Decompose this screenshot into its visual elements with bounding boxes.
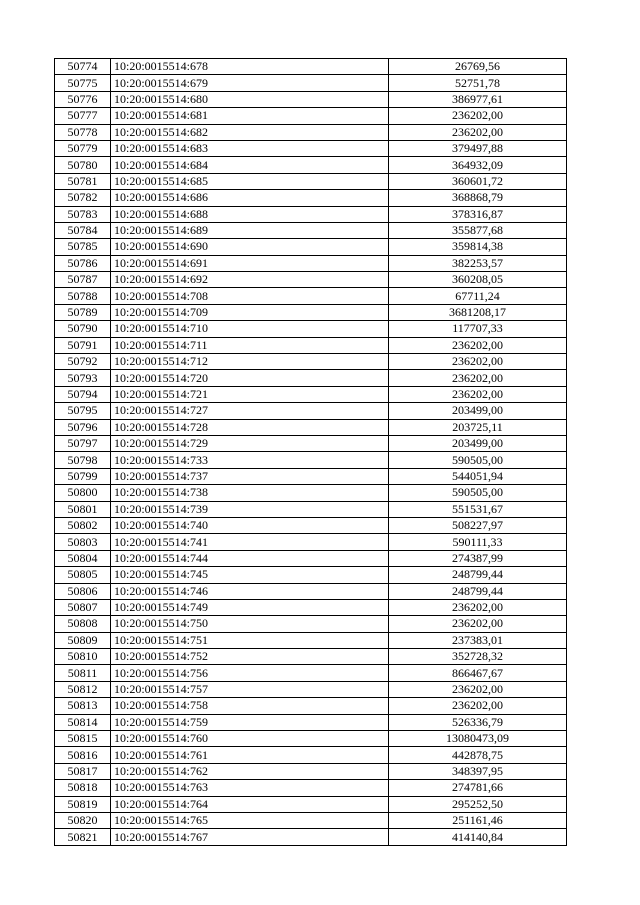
- row-number-cell: 50807: [55, 599, 111, 615]
- value-cell: 866467,67: [389, 665, 567, 681]
- row-number-cell: 50775: [55, 75, 111, 91]
- row-number-cell: 50783: [55, 206, 111, 222]
- table-row: [55, 75, 567, 91]
- cadastral-number-cell: 10:20:0015514:741: [111, 534, 389, 550]
- table-row: [55, 206, 567, 222]
- table-row: [55, 222, 567, 238]
- table-row: [55, 124, 567, 140]
- cadastral-number-cell: 10:20:0015514:679: [111, 75, 389, 91]
- cadastral-number-cell: 10:20:0015514:764: [111, 796, 389, 812]
- value-cell: 203499,00: [389, 435, 567, 451]
- cadastral-number-cell: 10:20:0015514:710: [111, 321, 389, 337]
- row-number-cell: 50795: [55, 403, 111, 419]
- table-row: [55, 59, 567, 75]
- cadastral-number-cell: 10:20:0015514:727: [111, 403, 389, 419]
- table-row: [55, 304, 567, 320]
- table-row: [55, 517, 567, 533]
- value-cell: 359814,38: [389, 239, 567, 255]
- table-row: [55, 157, 567, 173]
- row-number-cell: 50811: [55, 665, 111, 681]
- row-number-cell: 50781: [55, 173, 111, 189]
- value-cell: 274387,99: [389, 550, 567, 566]
- row-number-cell: 50805: [55, 567, 111, 583]
- row-number-cell: 50790: [55, 321, 111, 337]
- value-cell: 360208,05: [389, 272, 567, 288]
- row-number-cell: 50778: [55, 124, 111, 140]
- cadastral-number-cell: 10:20:0015514:733: [111, 452, 389, 468]
- value-cell: 236202,00: [389, 386, 567, 402]
- table-row: [55, 288, 567, 304]
- row-number-cell: 50821: [55, 829, 111, 845]
- cadastral-number-cell: 10:20:0015514:708: [111, 288, 389, 304]
- table-row: [55, 435, 567, 451]
- cadastral-number-cell: 10:20:0015514:728: [111, 419, 389, 435]
- cadastral-number-cell: 10:20:0015514:744: [111, 550, 389, 566]
- value-cell: 295252,50: [389, 796, 567, 812]
- row-number-cell: 50803: [55, 534, 111, 550]
- row-number-cell: 50780: [55, 157, 111, 173]
- cadastral-number-cell: 10:20:0015514:746: [111, 583, 389, 599]
- row-number-cell: 50816: [55, 747, 111, 763]
- cadastral-number-cell: 10:20:0015514:709: [111, 304, 389, 320]
- value-cell: 52751,78: [389, 75, 567, 91]
- value-cell: 352728,32: [389, 649, 567, 665]
- table-row: [55, 140, 567, 156]
- cadastral-number-cell: 10:20:0015514:683: [111, 140, 389, 156]
- table-row: [55, 632, 567, 648]
- cadastral-number-cell: 10:20:0015514:729: [111, 435, 389, 451]
- value-cell: 544051,94: [389, 468, 567, 484]
- cadastral-number-cell: 10:20:0015514:691: [111, 255, 389, 271]
- value-cell: 251161,46: [389, 812, 567, 828]
- table-row: [55, 190, 567, 206]
- value-cell: 203725,11: [389, 419, 567, 435]
- cadastral-number-cell: 10:20:0015514:720: [111, 370, 389, 386]
- value-cell: 355877,68: [389, 222, 567, 238]
- table-row: [55, 567, 567, 583]
- table-row: [55, 731, 567, 747]
- table-row: [55, 403, 567, 419]
- value-cell: 117707,33: [389, 321, 567, 337]
- row-number-cell: 50801: [55, 501, 111, 517]
- row-number-cell: 50798: [55, 452, 111, 468]
- cadastral-number-cell: 10:20:0015514:692: [111, 272, 389, 288]
- row-number-cell: 50789: [55, 304, 111, 320]
- row-number-cell: 50806: [55, 583, 111, 599]
- value-cell: 236202,00: [389, 124, 567, 140]
- cadastral-number-cell: 10:20:0015514:680: [111, 91, 389, 107]
- cadastral-number-cell: 10:20:0015514:763: [111, 780, 389, 796]
- row-number-cell: 50819: [55, 796, 111, 812]
- cadastral-number-cell: 10:20:0015514:749: [111, 599, 389, 615]
- value-cell: 590505,00: [389, 452, 567, 468]
- table-row: [55, 370, 567, 386]
- table-row: [55, 681, 567, 697]
- row-number-cell: 50782: [55, 190, 111, 206]
- row-number-cell: 50786: [55, 255, 111, 271]
- table-row: [55, 780, 567, 796]
- table-row: [55, 616, 567, 632]
- row-number-cell: 50792: [55, 354, 111, 370]
- cadastral-number-cell: 10:20:0015514:740: [111, 517, 389, 533]
- table-row: [55, 714, 567, 730]
- value-cell: 379497,88: [389, 140, 567, 156]
- table-row: [55, 501, 567, 517]
- value-cell: 442878,75: [389, 747, 567, 763]
- table-row: [55, 337, 567, 353]
- table-row: [55, 419, 567, 435]
- row-number-cell: 50817: [55, 763, 111, 779]
- cadastral-number-cell: 10:20:0015514:765: [111, 812, 389, 828]
- table-row: [55, 649, 567, 665]
- row-number-cell: 50820: [55, 812, 111, 828]
- cadastral-number-cell: 10:20:0015514:738: [111, 485, 389, 501]
- cadastral-number-cell: 10:20:0015514:721: [111, 386, 389, 402]
- value-cell: 368868,79: [389, 190, 567, 206]
- row-number-cell: 50802: [55, 517, 111, 533]
- row-number-cell: 50776: [55, 91, 111, 107]
- cadastral-number-cell: 10:20:0015514:711: [111, 337, 389, 353]
- cadastral-number-cell: 10:20:0015514:737: [111, 468, 389, 484]
- table-row: [55, 599, 567, 615]
- table-row: [55, 550, 567, 566]
- table-row: [55, 354, 567, 370]
- value-cell: 236202,00: [389, 616, 567, 632]
- row-number-cell: 50810: [55, 649, 111, 665]
- cadastral-number-cell: 10:20:0015514:685: [111, 173, 389, 189]
- cadastral-number-cell: 10:20:0015514:689: [111, 222, 389, 238]
- value-cell: 551531,67: [389, 501, 567, 517]
- row-number-cell: 50818: [55, 780, 111, 796]
- table-row: [55, 534, 567, 550]
- cadastral-number-cell: 10:20:0015514:761: [111, 747, 389, 763]
- cadastral-number-cell: 10:20:0015514:752: [111, 649, 389, 665]
- row-number-cell: 50800: [55, 485, 111, 501]
- cadastral-value-table: [54, 58, 567, 846]
- row-number-cell: 50804: [55, 550, 111, 566]
- value-cell: 67711,24: [389, 288, 567, 304]
- cadastral-number-cell: 10:20:0015514:757: [111, 681, 389, 697]
- table-row: [55, 698, 567, 714]
- row-number-cell: 50784: [55, 222, 111, 238]
- row-number-cell: 50809: [55, 632, 111, 648]
- value-cell: 237383,01: [389, 632, 567, 648]
- value-cell: 236202,00: [389, 698, 567, 714]
- cadastral-number-cell: 10:20:0015514:681: [111, 108, 389, 124]
- row-number-cell: 50777: [55, 108, 111, 124]
- value-cell: 26769,56: [389, 59, 567, 75]
- value-cell: 508227,97: [389, 517, 567, 533]
- row-number-cell: 50797: [55, 435, 111, 451]
- row-number-cell: 50796: [55, 419, 111, 435]
- table-row: [55, 665, 567, 681]
- cadastral-number-cell: 10:20:0015514:760: [111, 731, 389, 747]
- cadastral-number-cell: 10:20:0015514:682: [111, 124, 389, 140]
- value-cell: 248799,44: [389, 567, 567, 583]
- cadastral-number-cell: 10:20:0015514:739: [111, 501, 389, 517]
- table-row: [55, 173, 567, 189]
- row-number-cell: 50815: [55, 731, 111, 747]
- value-cell: 382253,57: [389, 255, 567, 271]
- row-number-cell: 50812: [55, 681, 111, 697]
- value-cell: 236202,00: [389, 599, 567, 615]
- value-cell: 236202,00: [389, 108, 567, 124]
- table-row: [55, 812, 567, 828]
- table-row: [55, 468, 567, 484]
- cadastral-number-cell: 10:20:0015514:756: [111, 665, 389, 681]
- row-number-cell: 50791: [55, 337, 111, 353]
- cadastral-number-cell: 10:20:0015514:688: [111, 206, 389, 222]
- value-cell: 203499,00: [389, 403, 567, 419]
- row-number-cell: 50774: [55, 59, 111, 75]
- table-row: [55, 255, 567, 271]
- table-row: [55, 763, 567, 779]
- table-row: [55, 239, 567, 255]
- row-number-cell: 50793: [55, 370, 111, 386]
- cadastral-number-cell: 10:20:0015514:686: [111, 190, 389, 206]
- value-cell: 236202,00: [389, 337, 567, 353]
- cadastral-number-cell: 10:20:0015514:751: [111, 632, 389, 648]
- table-row: [55, 485, 567, 501]
- value-cell: 386977,61: [389, 91, 567, 107]
- cadastral-number-cell: 10:20:0015514:750: [111, 616, 389, 632]
- value-cell: 248799,44: [389, 583, 567, 599]
- row-number-cell: 50813: [55, 698, 111, 714]
- value-cell: 3681208,17: [389, 304, 567, 320]
- cadastral-number-cell: 10:20:0015514:745: [111, 567, 389, 583]
- row-number-cell: 50788: [55, 288, 111, 304]
- table-row: [55, 386, 567, 402]
- table-row: [55, 108, 567, 124]
- table-row: [55, 452, 567, 468]
- row-number-cell: 50785: [55, 239, 111, 255]
- table-row: [55, 747, 567, 763]
- value-cell: 236202,00: [389, 370, 567, 386]
- table-row: [55, 829, 567, 845]
- table-row: [55, 91, 567, 107]
- row-number-cell: 50794: [55, 386, 111, 402]
- value-cell: 236202,00: [389, 681, 567, 697]
- table-row: [55, 583, 567, 599]
- cadastral-number-cell: 10:20:0015514:762: [111, 763, 389, 779]
- cadastral-number-cell: 10:20:0015514:758: [111, 698, 389, 714]
- row-number-cell: 50787: [55, 272, 111, 288]
- table-row: [55, 272, 567, 288]
- value-cell: 526336,79: [389, 714, 567, 730]
- cadastral-number-cell: 10:20:0015514:759: [111, 714, 389, 730]
- row-number-cell: 50814: [55, 714, 111, 730]
- value-cell: 590505,00: [389, 485, 567, 501]
- table-row: [55, 321, 567, 337]
- cadastral-number-cell: 10:20:0015514:678: [111, 59, 389, 75]
- row-number-cell: 50799: [55, 468, 111, 484]
- table-body: [55, 59, 567, 846]
- row-number-cell: 50779: [55, 140, 111, 156]
- value-cell: 348397,95: [389, 763, 567, 779]
- value-cell: 13080473,09: [389, 731, 567, 747]
- value-cell: 236202,00: [389, 354, 567, 370]
- value-cell: 360601,72: [389, 173, 567, 189]
- value-cell: 378316,87: [389, 206, 567, 222]
- value-cell: 364932,09: [389, 157, 567, 173]
- value-cell: 274781,66: [389, 780, 567, 796]
- cadastral-number-cell: 10:20:0015514:712: [111, 354, 389, 370]
- cadastral-number-cell: 10:20:0015514:690: [111, 239, 389, 255]
- cadastral-number-cell: 10:20:0015514:684: [111, 157, 389, 173]
- value-cell: 590111,33: [389, 534, 567, 550]
- table-row: [55, 796, 567, 812]
- value-cell: 414140,84: [389, 829, 567, 845]
- row-number-cell: 50808: [55, 616, 111, 632]
- cadastral-number-cell: 10:20:0015514:767: [111, 829, 389, 845]
